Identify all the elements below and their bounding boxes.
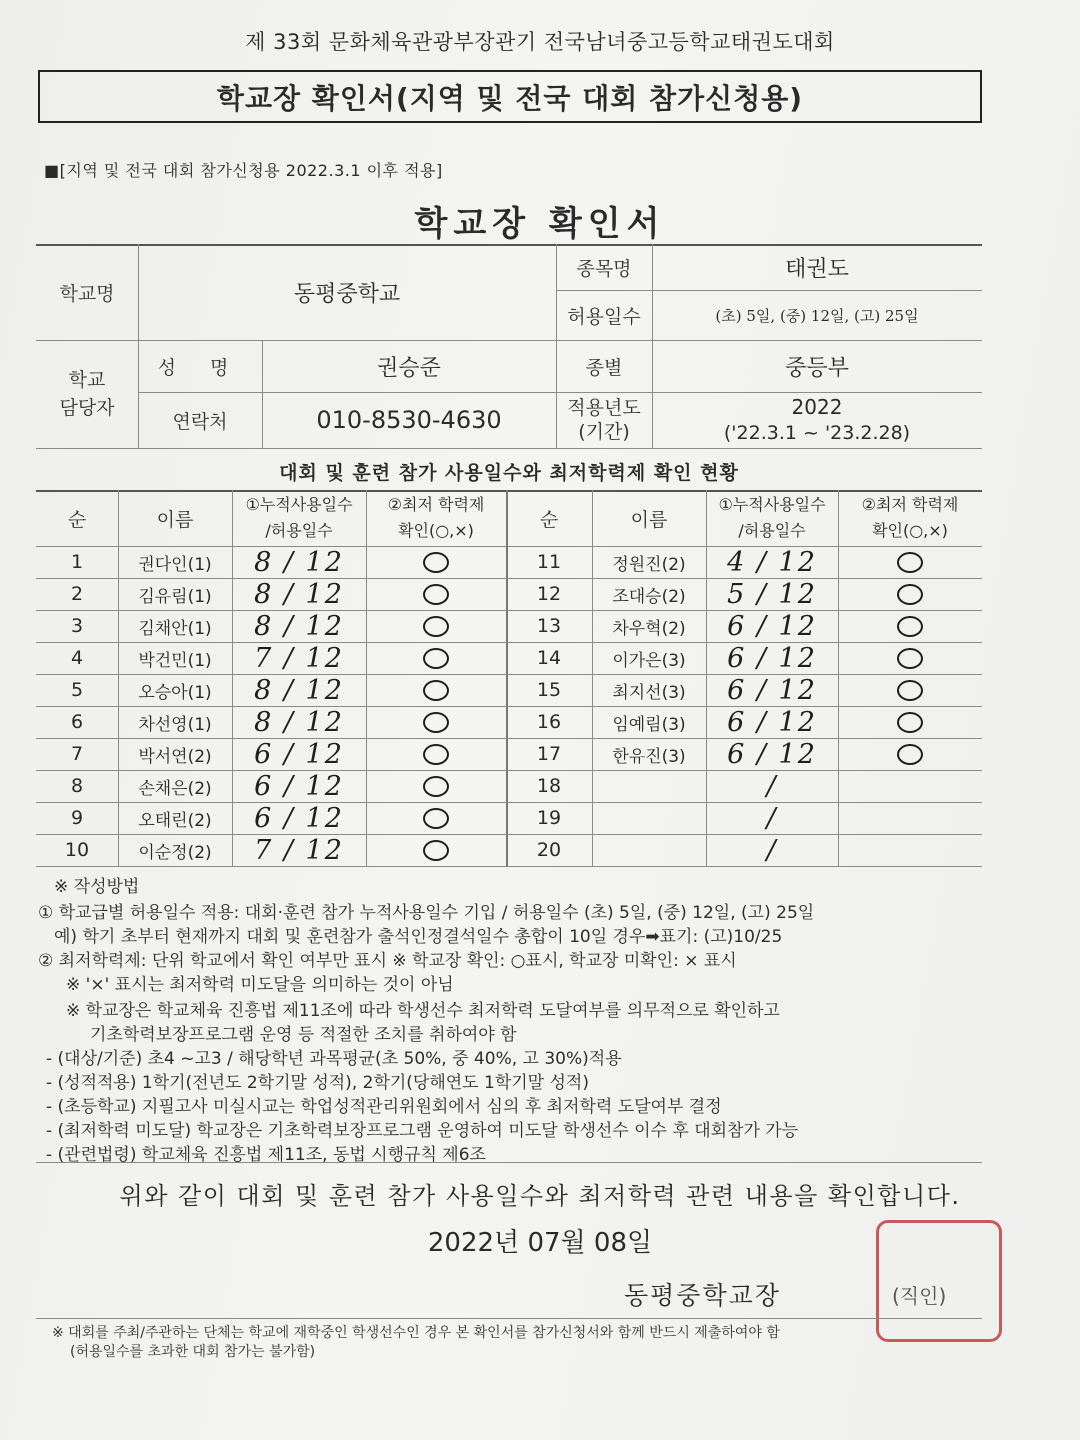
days-used: 8 / 12 <box>254 546 344 578</box>
row-number: 16 <box>536 711 562 733</box>
footnote-line: ※ 대회를 주최/주관하는 단체는 학교에 재학중인 학생선수인 경우 본 확인서를 참가신청서와 함께 반드시 제출하여야 함 <box>52 1325 780 1341</box>
header-check-left: ②최저 학력제 확인(○,×) <box>387 495 485 540</box>
check-mark <box>366 610 506 642</box>
check-mark <box>838 674 982 706</box>
header-name-left: 이름 <box>156 508 194 531</box>
table-rule <box>36 1162 982 1163</box>
row-number: 12 <box>536 583 562 605</box>
circle-mark-icon <box>897 680 923 701</box>
circle-mark-icon <box>423 840 449 861</box>
student-name: 최지선(3) <box>612 682 686 703</box>
days-used: 6 / 12 <box>254 738 344 770</box>
student-name: 손채은(2) <box>138 778 212 799</box>
methods-line: ※ 학교장은 학교체육 진흥법 제11조에 따라 학생선수 최저학력 도달여부를 의무적으로 확인하고 <box>66 1001 780 1021</box>
circle-mark-icon <box>423 552 449 573</box>
student-name <box>592 770 706 802</box>
row-number: 10 <box>64 839 90 861</box>
row-number: 5 <box>70 679 84 701</box>
contact-label: 연락처 <box>172 410 228 433</box>
row-number: 6 <box>70 711 84 733</box>
notice-line: ■[지역 및 전국 대회 참가신청용 2022.3.1 이후 적용] <box>44 161 443 180</box>
days-used: 5 / 12 <box>727 578 817 610</box>
issue-date: 2022년 07월 08일 <box>427 1228 653 1258</box>
student-name: 한유진(3) <box>612 746 686 767</box>
student-name: 조대승(2) <box>612 586 686 607</box>
student-name: 임예림(3) <box>612 714 686 735</box>
methods-line: - (관련법령) 학교체육 진흥법 제11조, 동법 시행규칙 제6조 <box>46 1145 486 1165</box>
days-used: 8 / 12 <box>254 610 344 642</box>
manager-label: 학교 담당자 <box>59 369 115 419</box>
check-mark <box>838 546 982 578</box>
circle-mark-icon <box>897 648 923 669</box>
circle-mark-icon <box>423 776 449 797</box>
allowed-days-value: (초) 5일, (중) 12일, (고) 25일 <box>715 306 919 325</box>
category-value: 중등부 <box>785 355 849 381</box>
check-mark <box>366 802 506 834</box>
row-number: 8 <box>70 775 84 797</box>
name-label: 성 명 <box>157 356 243 379</box>
methods-line: 예) 학기 초부터 현재까지 대회 및 훈련참가 출석인정결석일수 총합이 10일 경우➡표기: (고)10/25 <box>54 927 783 947</box>
student-name: 박서연(2) <box>138 746 212 767</box>
check-mark <box>366 738 506 770</box>
row-number: 19 <box>536 807 562 829</box>
circle-mark-icon <box>423 712 449 733</box>
footnote-line: (허용일수를 초과한 대회 참가는 불가함) <box>70 1344 316 1360</box>
form-title: 학교장 확인서 <box>414 204 666 244</box>
banner-title: 학교장 확인서(지역 및 전국 대회 참가신청용) <box>38 70 982 123</box>
period-year: 2022 <box>791 395 843 419</box>
row-number: 4 <box>70 647 84 669</box>
circle-mark-icon <box>897 584 923 605</box>
circle-mark-icon <box>423 680 449 701</box>
student-name: 오태린(2) <box>138 810 212 831</box>
row-number: 18 <box>536 775 562 797</box>
check-mark <box>838 642 982 674</box>
days-used: / <box>766 770 778 802</box>
check-mark <box>366 706 506 738</box>
methods-line: ① 학교급별 허용일수 적용: 대회·훈련 참가 누적사용일수 기입 / 허용일수 (초) 5일, (중) 12일, (고) 25일 <box>38 903 815 923</box>
days-used: 6 / 12 <box>727 674 817 706</box>
school-label: 학교명 <box>59 282 115 305</box>
student-name <box>592 802 706 834</box>
row-number: 20 <box>536 839 562 861</box>
days-used: / <box>766 834 778 866</box>
days-used: 7 / 12 <box>254 834 344 866</box>
circle-mark-icon <box>897 712 923 733</box>
check-mark <box>366 674 506 706</box>
student-name: 오승아(1) <box>138 682 212 703</box>
check-mark <box>366 834 506 866</box>
check-mark <box>366 546 506 578</box>
header-no-right: 순 <box>539 508 559 531</box>
row-number: 17 <box>536 743 562 765</box>
period-range: ('22.3.1 ~ '23.2.28) <box>723 422 911 444</box>
days-used: 8 / 12 <box>254 674 344 706</box>
row-number: 2 <box>70 583 84 605</box>
days-used: 7 / 12 <box>254 642 344 674</box>
roster-title: 대회 및 훈련 참가 사용일수와 최저학력제 확인 현황 <box>279 461 739 484</box>
days-used: 6 / 12 <box>727 706 817 738</box>
days-used: 4 / 12 <box>727 546 817 578</box>
methods-line: ② 최저학력제: 단위 학교에서 확인 여부만 표시 ※ 학교장 확인: ○표시, 학교장 미확인: × 표시 <box>38 951 737 971</box>
methods-line: ※ '×' 표시는 최저학력 미도달을 의미하는 것이 아님 <box>66 975 454 995</box>
sport-label: 종목명 <box>576 257 632 280</box>
row-number: 1 <box>70 551 84 573</box>
header-check-right: ②최저 학력제 확인(○,×) <box>861 495 959 540</box>
student-name: 김유림(1) <box>138 586 212 607</box>
circle-mark-icon <box>423 648 449 669</box>
check-mark <box>366 642 506 674</box>
row-number: 14 <box>536 647 562 669</box>
table-rule <box>36 448 982 449</box>
school-value: 동평중학교 <box>293 281 401 307</box>
methods-line: - (대상/기준) 초4 ~고3 / 해당학년 과목평균(초 50%, 중 40%, 고 30%)적용 <box>46 1049 622 1069</box>
circle-mark-icon <box>423 584 449 605</box>
check-mark <box>838 738 982 770</box>
row-number: 7 <box>70 743 84 765</box>
row-number: 3 <box>70 615 84 637</box>
row-number: 15 <box>536 679 562 701</box>
header-name-right: 이름 <box>630 508 668 531</box>
header-no-left: 순 <box>67 508 87 531</box>
student-name: 권다인(1) <box>138 554 212 575</box>
closing-statement: 위와 같이 대회 및 훈련 참가 사용일수와 최저학력 관련 내용을 확인합니다. <box>119 1182 961 1210</box>
methods-line: 기초학력보장프로그램 운영 등 적절한 조치를 취하여야 함 <box>90 1025 517 1045</box>
check-mark <box>838 834 982 866</box>
period-label: 적용년도 (기간) <box>567 397 641 443</box>
days-used: 6 / 12 <box>254 770 344 802</box>
seal-label: (직인) <box>892 1284 947 1308</box>
row-number: 13 <box>536 615 562 637</box>
header-days-left: ①누적사용일수 /허용일수 <box>245 495 353 540</box>
check-mark <box>838 770 982 802</box>
days-used: 6 / 12 <box>254 802 344 834</box>
allowed-days-label: 허용일수 <box>567 305 641 328</box>
days-used: 6 / 12 <box>727 642 817 674</box>
student-name: 차우혁(2) <box>612 618 686 639</box>
circle-mark-icon <box>423 744 449 765</box>
category-label: 종별 <box>585 356 623 379</box>
student-name: 김채안(1) <box>138 618 212 639</box>
sport-value: 태권도 <box>785 256 849 282</box>
days-used: / <box>766 802 778 834</box>
student-name: 차선영(1) <box>138 714 212 735</box>
competition-title: 제 33회 문화체육관광부장관기 전국남녀중고등학교태권도대회 <box>245 30 835 54</box>
check-mark <box>838 578 982 610</box>
student-name: 이순정(2) <box>138 842 212 863</box>
student-name: 정원진(2) <box>612 554 686 575</box>
check-mark <box>366 770 506 802</box>
days-used: 8 / 12 <box>254 578 344 610</box>
methods-line: - (최저학력 미도달) 학교장은 기초학력보장프로그램 운영하여 미도달 학생선수 이수 후 대회참가 가능 <box>46 1121 799 1141</box>
check-mark <box>838 802 982 834</box>
student-name: 박건민(1) <box>138 650 212 671</box>
circle-mark-icon <box>897 744 923 765</box>
check-mark <box>838 610 982 642</box>
methods-line: - (성적적용) 1학기(전년도 2학기말 성적), 2학기(당해연도 1학기말 성적) <box>46 1073 589 1093</box>
header-days-right: ①누적사용일수 /허용일수 <box>718 495 826 540</box>
days-used: 6 / 12 <box>727 610 817 642</box>
check-mark <box>366 578 506 610</box>
circle-mark-icon <box>423 808 449 829</box>
circle-mark-icon <box>897 552 923 573</box>
principal-signature: 동평중학교장 <box>624 1281 781 1310</box>
days-used: 6 / 12 <box>727 738 817 770</box>
days-used: 8 / 12 <box>254 706 344 738</box>
check-mark <box>838 706 982 738</box>
student-name <box>592 834 706 866</box>
circle-mark-icon <box>423 616 449 637</box>
footer-rule <box>36 1318 982 1319</box>
methods-heading: ※ 작성방법 <box>54 877 140 897</box>
table-rule <box>36 866 982 867</box>
row-number: 9 <box>70 807 84 829</box>
name-value: 권승준 <box>377 355 441 381</box>
circle-mark-icon <box>897 616 923 637</box>
contact-value: 010-8530-4630 <box>316 406 502 434</box>
student-name: 이가은(3) <box>612 650 686 671</box>
methods-line: - (초등학교) 지필고사 미실시교는 학업성적관리위원회에서 심의 후 최저학력 도달여부 결정 <box>46 1097 722 1117</box>
row-number: 11 <box>536 551 562 573</box>
